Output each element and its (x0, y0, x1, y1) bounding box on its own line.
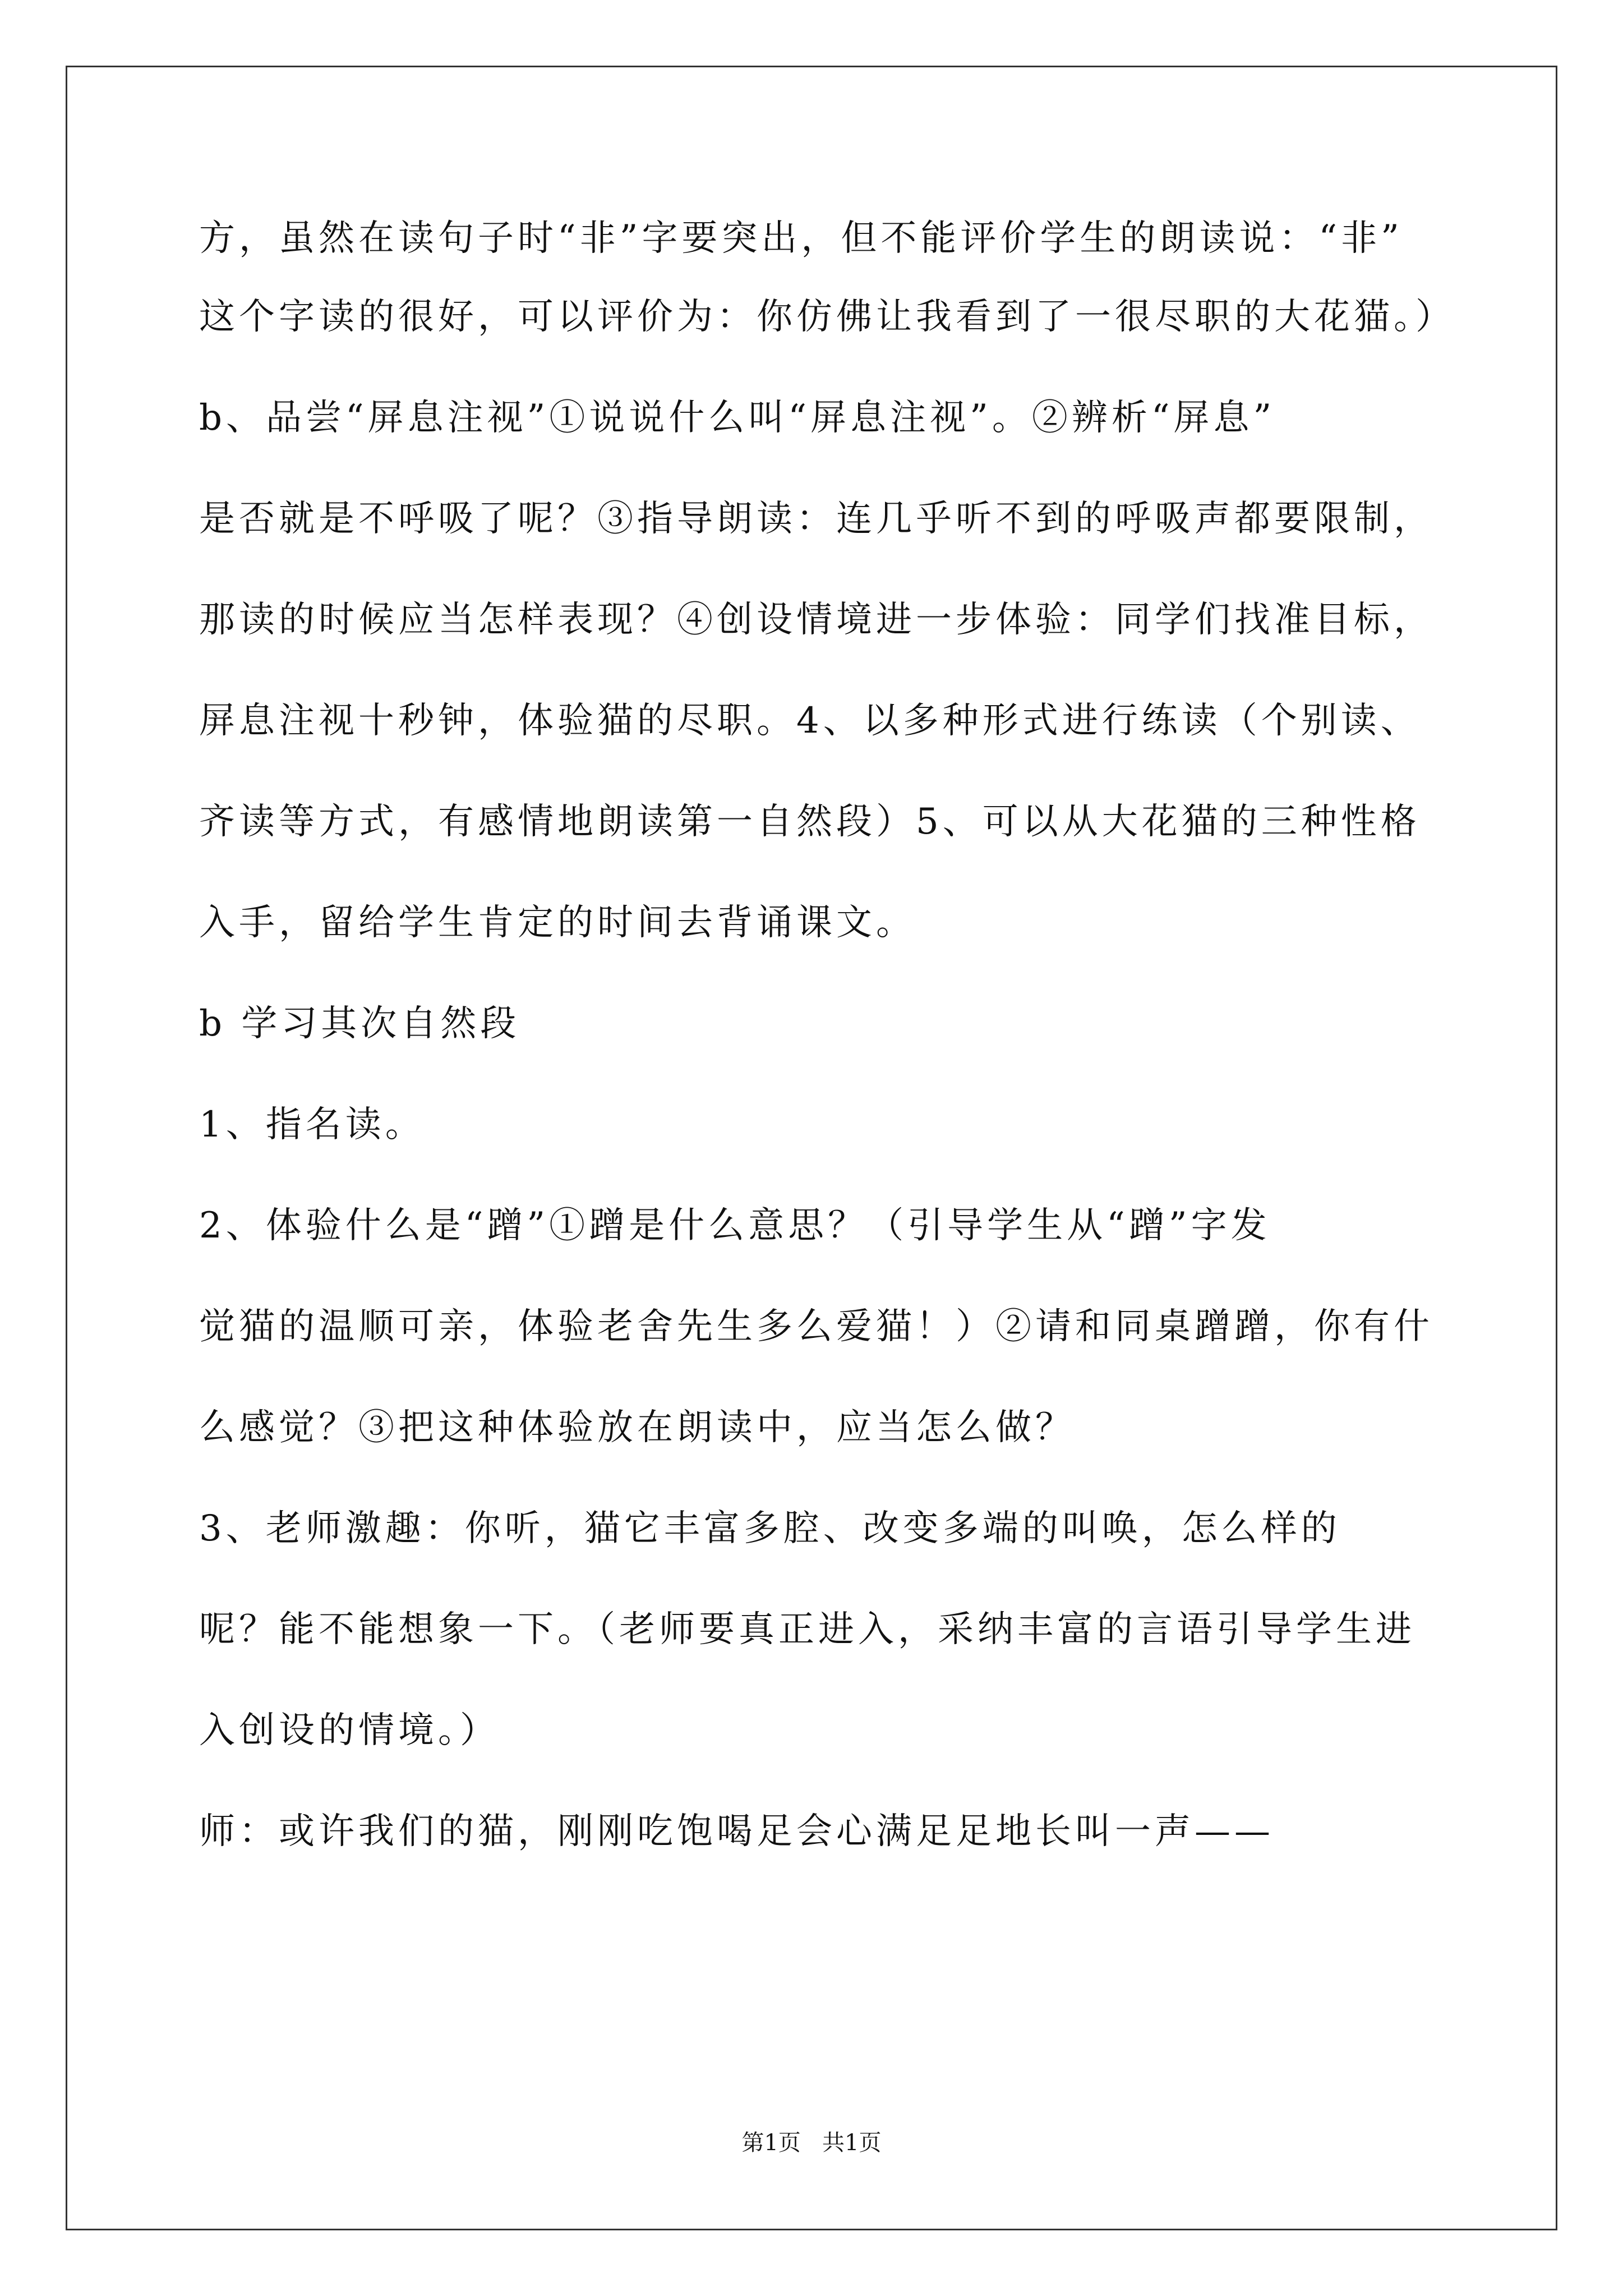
text-line: 3、老师激趣：你听，猫它丰富多腔、改变多端的叫唤，怎么样的 (199, 1508, 1341, 1549)
text-line: 齐读等方式，有感情地朗读第一自然段）5、可以从大花猫的三种性格 (199, 801, 1421, 843)
text-line: 方，虽然在读句子时“非”字要突出，但不能评价学生的朗读说：“非” (199, 218, 1403, 259)
text-line: 那读的时候应当怎样表现？④创设情境进一步体验：同学们找准目标， (199, 599, 1433, 641)
text-line: 1、指名读。 (199, 1104, 425, 1145)
page-number-footer: 第1页 共1页 (741, 2130, 882, 2156)
text-line: 觉猫的温顺可亲，体验老舍先生多么爱猫！）②请和同桌蹭蹭，你有什 (199, 1306, 1433, 1347)
text-line: b、品尝“屏息注视”①说说什么叫“屏息注视”。②辨析“屏息” (199, 397, 1276, 439)
text-line: b 学习其次自然段 (199, 1003, 520, 1045)
text-line: 师：或许我们的猫，刚刚吃饱喝足会心满足足地长叫一声—— (199, 1811, 1274, 1852)
page-border (66, 66, 1557, 2230)
text-line: 入手，留给学生肯定的时间去背诵课文。 (199, 902, 916, 944)
text-line: 入创设的情境。） (199, 1710, 500, 1751)
text-line: 2、体验什么是“蹭”①蹭是什么意思？（引导学生从“蹭”字发 (199, 1205, 1271, 1246)
text-line: 屏息注视十秒钟，体验猫的尽职。4、以多种形式进行练读（个别读、 (199, 700, 1421, 742)
text-line: 这个字读的很好，可以评价为：你仿佛让我看到了一很尽职的大花猫。） (199, 296, 1455, 338)
text-line: 么感觉？③把这种体验放在朗读中，应当怎么做？ (199, 1407, 1075, 1448)
text-line: 是否就是不呼吸了呢？③指导朗读：连几乎听不到的呼吸声都要限制， (199, 498, 1433, 540)
text-line: 呢？能不能想象一下。（老师要真正进入，采纳丰富的言语引导学生进 (199, 1609, 1415, 1650)
